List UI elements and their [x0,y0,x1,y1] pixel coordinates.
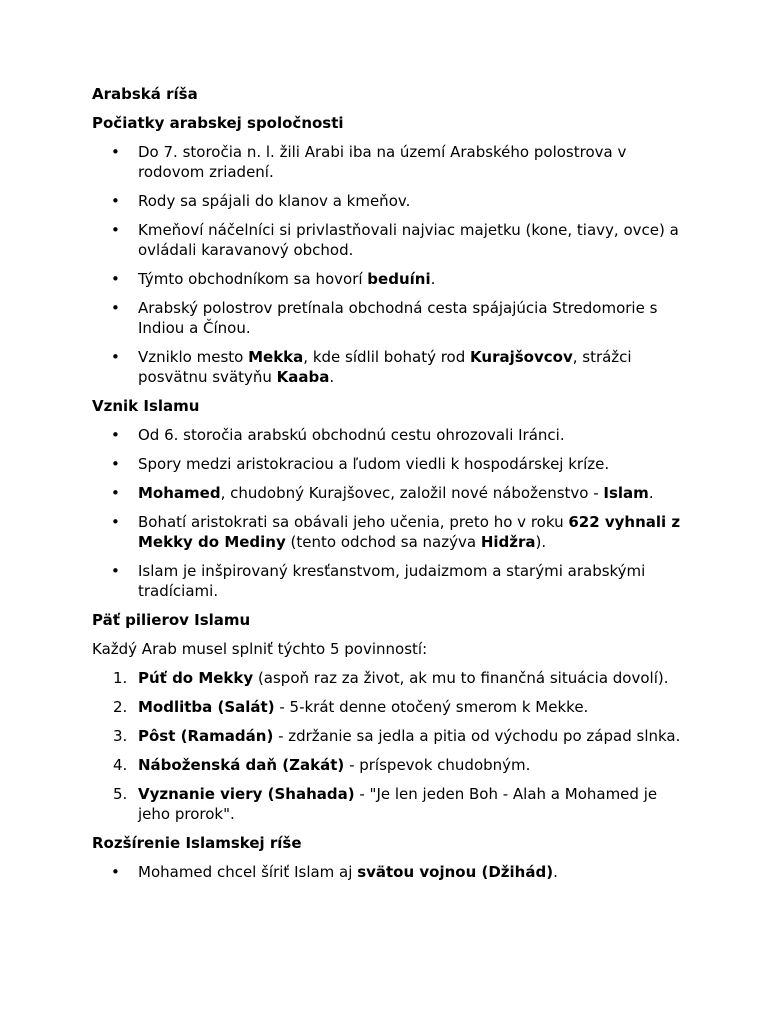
section-heading-origins: Počiatky arabskej spoločnosti [92,114,344,132]
expansion-list [92,862,692,882]
list-item: • Bohatí aristokrati sa obávali jeho učenia, preto ho v roku 622 vyhnali z Mekky do Mediny (tento odchod sa nazýva Hidžra). [92,512,692,552]
document-title: Arabská ríša [92,85,198,103]
list-item: • Vzniklo mesto Mekka, kde sídlil bohatý rod Kurajšovcov, strážci posvätnu svätyňu Kaaba. [92,347,692,387]
list-item: 4. Náboženská daň (Zakát) - príspevok chudobným. [113,756,531,774]
list-item: 2. Modlitba (Salát) - 5-krát denne otočený smerom k Mekke. [113,698,589,716]
pillars-list [92,668,692,824]
list-item: • Mohamed, chudobný Kurajšovec, založil nové náboženstvo - Islam. [92,483,692,503]
list-item: • Spory medzi aristokraciou a ľudom viedli k hospodárskej kríze. [92,454,692,474]
list-item: 5. Vyznanie viery (Shahada) - "Je len jeden Boh - Alah a Mohamed je jeho prorok". [113,785,658,823]
pillars-intro: Každý Arab musel splniť týchto 5 povinností: [92,640,428,658]
list-item: 3. Pôst (Ramadán) - zdržanie sa jedla a pitia od východu po západ slnka. [113,727,681,745]
list-item: • Od 6. storočia arabskú obchodnú cestu ohrozovali Iránci. [92,425,692,445]
list-item: • Týmto obchodníkom sa hovorí beduíni. [92,269,692,289]
document-page [92,84,692,891]
list-item: • Do 7. storočia n. l. žili Arabi iba na území Arabského polostrova v rodovom zriadení. [92,142,692,182]
list-item: • Arabský polostrov pretínala obchodná cesta spájajúcia Stredomorie s Indiou a Čínou. [92,298,692,338]
origins-list [92,142,692,387]
list-item: • Islam je inšpirovaný kresťanstvom, judaizmom a starými arabskými tradíciami. [92,561,692,601]
section-heading-expansion: Rozšírenie Islamskej ríše [92,834,302,852]
islam-list [92,425,692,601]
list-item: 1. Púť do Mekky (aspoň raz za život, ak mu to finančná situácia dovolí). [113,669,669,687]
section-heading-pillars: Päť pilierov Islamu [92,611,251,629]
list-item: • Kmeňoví náčelníci si privlastňovali najviac majetku (kone, tiavy, ovce) a ovládali karavanový obchod. [92,220,692,260]
list-item: • Rody sa spájali do klanov a kmeňov. [92,191,692,211]
section-heading-islam: Vznik Islamu [92,397,200,415]
list-item: • Mohamed chcel šíriť Islam aj svätou vojnou (Džihád). [92,862,692,882]
